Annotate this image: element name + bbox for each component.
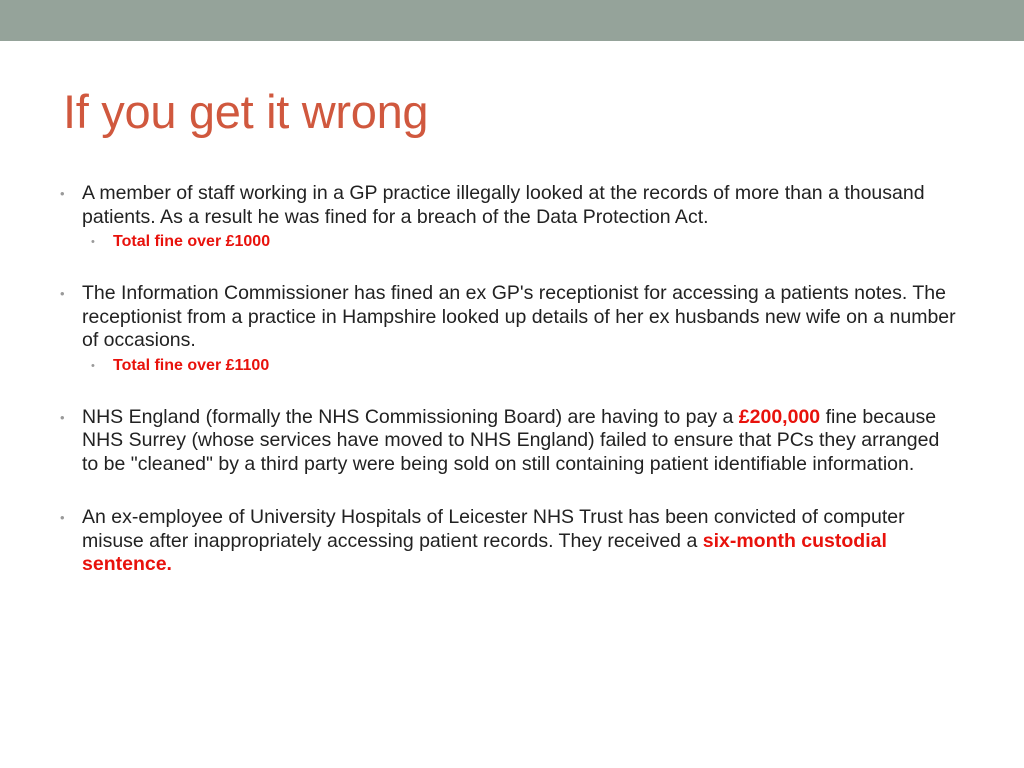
slide-title: If you get it wrong	[63, 85, 429, 138]
bullet-dot-icon: •	[60, 510, 65, 525]
bullet-text-post: fine because NHS Surrey (whose services have moved to NHS England) failed to ensure that PCs they arranged to be "cleaned" by a third party were being sold on still containing patient identifiable information.	[82, 405, 940, 475]
top-bar	[0, 0, 1024, 41]
sub-bullet-dot-icon: •	[91, 236, 95, 248]
bullet-text: The Information Commissioner has fined an ex GP's receptionist for accessing a patients notes. The receptionist from a practice in Hampshire looked up details of her ex husbands new wife on a number of occasions.	[82, 282, 956, 351]
sub-bullet-fine-2	[58, 356, 958, 376]
bullet-item-4	[58, 506, 958, 577]
sub-bullet-text: Total fine over £1100	[113, 356, 270, 374]
fine-amount-highlight: £200,000	[738, 405, 821, 428]
bullet-text-pre: NHS England (formally the NHS Commissioning Board) are having to pay a	[82, 405, 734, 428]
bullet-dot-icon: •	[60, 286, 65, 301]
bullet-item-1	[58, 182, 958, 229]
bullet-dot-icon: •	[60, 409, 65, 425]
bullet-dot-icon: •	[60, 186, 65, 201]
sub-bullet-fine-1	[58, 232, 958, 252]
bullet-item-3	[58, 406, 958, 477]
sentence-highlight: six-month custodial sentence.	[82, 529, 887, 575]
bullet-item-2	[58, 282, 958, 353]
sub-bullet-dot-icon: •	[91, 359, 95, 372]
bullet-list	[58, 182, 958, 577]
bullet-text-pre: An ex-employee of University Hospitals of Leicester NHS Trust has been convicted of computer misuse after inappropriately accessing patient records. They received a	[82, 506, 905, 552]
bullet-text: A member of staff working in a GP practice illegally looked at the records of more than a thousand patients. As a result he was fined for a breach of the Data Protection Act.	[82, 182, 925, 228]
sub-bullet-text: Total fine over £1000	[113, 233, 271, 250]
